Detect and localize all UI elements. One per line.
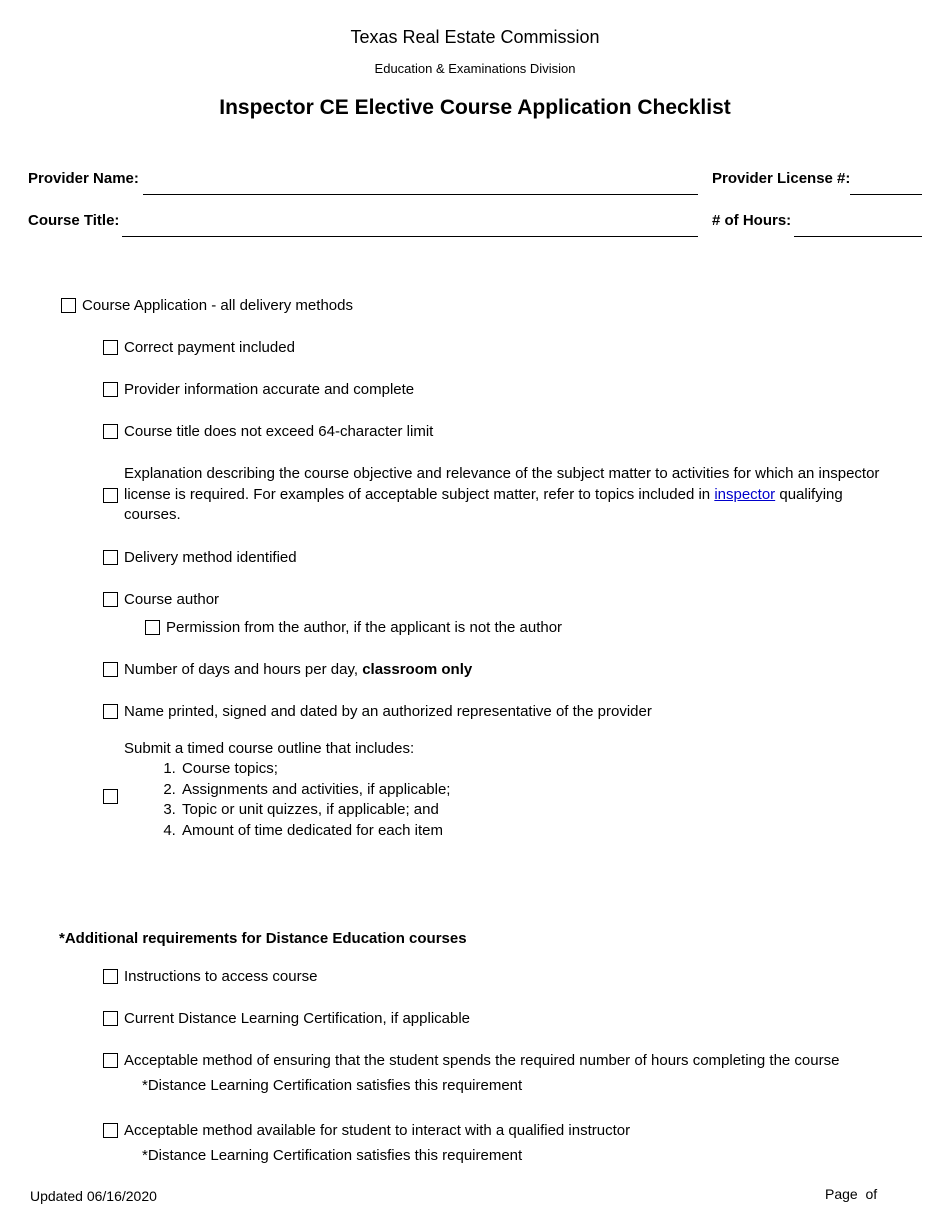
explanation-checkbox[interactable] — [103, 488, 118, 503]
hours-method-label: Acceptable method of ensuring that the student spends the required number of hours completing the course — [124, 1052, 840, 1069]
course-outline-checkbox[interactable] — [103, 789, 118, 804]
dl-certification-checkbox[interactable] — [103, 1011, 118, 1026]
access-instructions-label: Instructions to access course — [124, 968, 318, 985]
page-number — [825, 1184, 877, 1205]
division-name: Education & Examinations Division — [374, 61, 576, 76]
signed-dated-checkbox[interactable] — [103, 704, 118, 719]
of-label: of — [865, 1186, 878, 1202]
days-hours-prefix: Number of days and hours per day, — [124, 661, 363, 678]
provider-name-field[interactable] — [143, 194, 698, 195]
outline-item: 2. Assignments and activities, if applicable; — [180, 780, 680, 801]
outline-list — [124, 759, 680, 841]
course-title-field[interactable] — [122, 236, 698, 237]
course-application-label: Course Application - all delivery methods — [82, 297, 353, 314]
hours-label: # of Hours: — [712, 212, 792, 229]
provider-info-label: Provider information accurate and complete — [124, 381, 415, 398]
explanation-tail: qualifying courses. — [124, 485, 843, 523]
instructor-method-checkbox[interactable] — [103, 1123, 118, 1138]
correct-payment-checkbox[interactable] — [103, 340, 118, 355]
outline-item: 1. Course topics; — [180, 759, 680, 780]
correct-payment-label: Correct payment included — [124, 339, 295, 356]
course-title-limit-checkbox[interactable] — [103, 424, 118, 439]
delivery-method-label: Delivery method identified — [124, 549, 297, 566]
author-permission-label: Permission from the author, if the applicant is not the author — [166, 619, 563, 636]
provider-name-label: Provider Name: — [28, 170, 139, 187]
page-title: Inspector CE Elective Course Application Checklist — [219, 96, 731, 119]
outline-item: 4. Amount of time dedicated for each item — [180, 821, 680, 842]
provider-license-label: Provider License #: — [712, 170, 851, 187]
provider-info-checkbox[interactable] — [103, 382, 118, 397]
outline-intro: Submit a timed course outline that includes: — [124, 740, 415, 757]
outline-item: 3. Topic or unit quizzes, if applicable; and — [180, 800, 680, 821]
organization-name: Texas Real Estate Commission — [350, 27, 600, 47]
days-hours-label — [124, 659, 472, 680]
course-title-label: Course Title: — [28, 212, 120, 229]
distance-ed-heading: *Additional requirements for Distance Education courses — [59, 930, 467, 947]
delivery-method-checkbox[interactable] — [103, 550, 118, 565]
course-author-label: Course author — [124, 591, 220, 608]
explanation-text — [124, 464, 894, 526]
hours-field[interactable] — [794, 236, 922, 237]
instructor-method-label: Acceptable method available for student to interact with a qualified instructor — [124, 1122, 631, 1139]
explanation-body: Explanation describing the course objective and relevance of the subject matter to activities for which an inspector license is required. For examples of acceptable subject matter, refer to topics included in — [124, 465, 880, 503]
hours-method-note: *Distance Learning Certification satisfies this requirement — [142, 1077, 523, 1094]
inspector-link[interactable]: inspector — [714, 485, 776, 503]
course-author-checkbox[interactable] — [103, 592, 118, 607]
hours-method-checkbox[interactable] — [103, 1053, 118, 1068]
course-title-limit-label: Course title does not exceed 64-character limit — [124, 423, 434, 440]
dl-certification-label: Current Distance Learning Certification, if applicable — [124, 1010, 471, 1027]
updated-date: Updated 06/16/2020 — [30, 1188, 157, 1204]
provider-license-field[interactable] — [850, 194, 922, 195]
author-permission-checkbox[interactable] — [145, 620, 160, 635]
days-hours-checkbox[interactable] — [103, 662, 118, 677]
course-application-checkbox[interactable] — [61, 298, 76, 313]
page-label: Page — [825, 1186, 858, 1202]
signed-dated-label: Name printed, signed and dated by an authorized representative of the provider — [124, 703, 652, 720]
instructor-method-note: *Distance Learning Certification satisfies this requirement — [142, 1147, 523, 1164]
access-instructions-checkbox[interactable] — [103, 969, 118, 984]
days-hours-bold: classroom only — [362, 661, 473, 678]
